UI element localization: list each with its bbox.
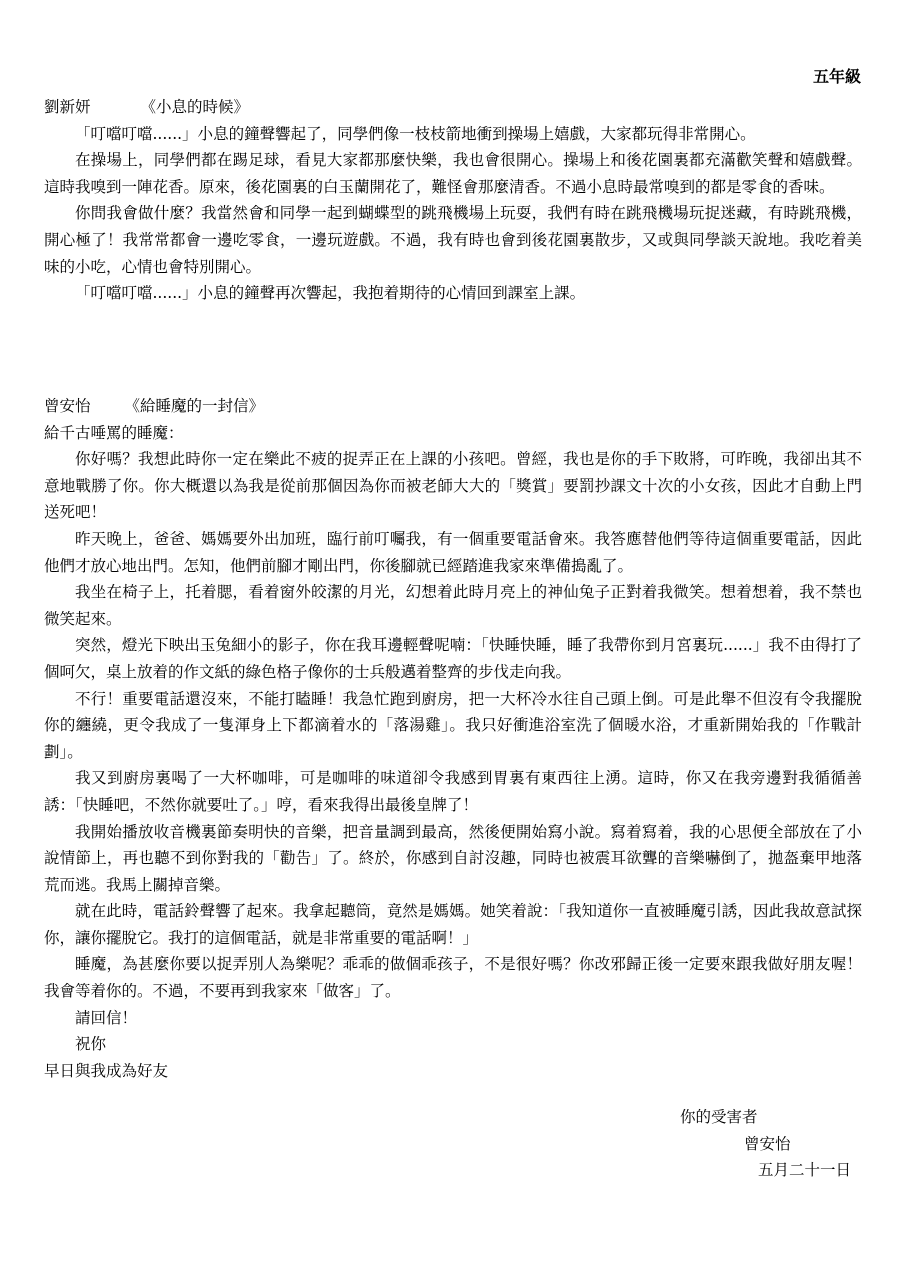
essay-2-paragraph: 昨天晚上，爸爸、媽媽要外出加班，臨行前叮囑我，有一個重要電話會來。我答應替他們等待這個重要電話，因此他們才放心地出門。怎知，他們前腳才剛出門，你後腳就已經踏進我家來準備搗亂了。	[44, 529, 862, 575]
essay-2	[44, 393, 862, 1084]
signature-sender: 你的受害者	[680, 1108, 758, 1126]
essay-2-paragraph: 我開始播放收音機裏節奏明快的音樂，把音量調到最高，然後便開始寫小說。寫着寫着，我的心思便全部放在了小說情節上，再也聽不到你對我的「勸告」了。終於，你感到自討沒趣，同時也被震耳欲聾的音樂嚇倒了，拋盔棄甲地落荒而逃。我馬上關掉音樂。	[44, 822, 862, 894]
grade-label: 五年級	[812, 67, 861, 86]
signature-date: 五月二十一日	[758, 1161, 852, 1180]
essay-1-paragraph: 在操場上，同學們都在踢足球，看見大家都那麼快樂，我也會很開心。操場上和後花園裏都充滿歡笑聲和嬉戲聲。這時我嗅到一陣花香。原來，後花園裏的白玉蘭開花了，難怪會那麼清香。不過小息時最常嗅到的都是零食的香味。	[44, 151, 862, 196]
essay-2-paragraph: 就在此時，電話鈴聲響了起來。我拿起聽筒，竟然是媽媽。她笑着說：「我知道你一直被睡魔引誘，因此我故意試探你，讓你擺脫它。我打的這個電話，就是非常重要的電話啊！」	[44, 902, 862, 947]
essay-2-header	[44, 393, 862, 420]
essay-1-header	[44, 94, 862, 121]
essay-1	[44, 94, 862, 307]
letter-closing-wish-content: 早日與我成為好友	[44, 1061, 169, 1080]
essay-2-title: 《給睡魔的一封信》	[124, 397, 265, 415]
essay-2-paragraph: 我又到廚房裏喝了一大杯咖啡，可是咖啡的味道卻令我感到胃裏有東西往上湧。這時，你又在我旁邊對我循循善誘：「快睡吧，不然你就要吐了。」哼，看來我得出最後皇牌了！	[44, 769, 862, 814]
essay-2-paragraph: 睡魔，為甚麼你要以捉弄別人為樂呢？乖乖的做個乖孩子，不是很好嗎？你改邪歸正後一定要來跟我做好朋友喔！我會等着你的。不過，不要再到我家來「做客」了。	[44, 955, 862, 1001]
essay-2-paragraph: 你好嗎？我想此時你一定在樂此不疲的捉弄正在上課的小孩吧。曾經，我也是你的手下敗將，可昨晚，我卻出其不意地戰勝了你。你大概還以為我是從前那個因為你而被老師大大的「獎賞」要罰抄課文十次的小女孩，因此才自動上門送死吧！	[44, 450, 862, 522]
letter-signature	[680, 1104, 851, 1184]
essay-1-title: 《小息的時候》	[140, 98, 250, 116]
letter-closing-wish: 祝你	[75, 1035, 107, 1054]
signature-name: 曾安怡	[744, 1134, 791, 1153]
essay-2-author: 曾安怡	[44, 397, 91, 415]
letter-salutation: 給千古唾罵的睡魔：	[44, 423, 184, 442]
essay-1-paragraph: 你問我會做什麼？我當然會和同學一起到蝴蝶型的跳飛機場上玩耍，我們有時在跳飛機場玩捉迷藏，有時跳飛機，開心極了！我常常都會一邊吃零食，一邊玩遊戲。不過，我有時也會到後花園裏散步，又或與同學談天說地。我吃着美味的小吃，心情也會特別開心。	[44, 204, 862, 276]
essay-2-paragraph: 突然，燈光下映出玉兔細小的影子，你在我耳邊輕聲呢喃：「快睡快睡，睡了我帶你到月宮裏玩......」我不由得打了個呵欠，桌上放着的作文紙的綠色格子像你的士兵般邁着整齊的步伐走向我。	[44, 636, 862, 681]
essay-2-paragraph: 不行！重要電話還沒來，不能打瞌睡！我急忙跑到廚房，把一大杯冷水往自己頭上倒。可是此舉不但沒有令我擺脫你的纏繞，更令我成了一隻渾身上下都滴着水的「落湯雞」。我只好衝進浴室洗了個暖水浴，才重新開始我的「作戰計劃」。	[44, 689, 862, 761]
essay-1-author: 劉新妍	[44, 98, 91, 116]
essay-2-paragraph: 我坐在椅子上，托着腮，看着窗外皎潔的月光，幻想着此時月亮上的神仙兔子正對着我微笑。想着想着，我不禁也微笑起來。	[44, 583, 862, 628]
letter-closing-reply: 請回信！	[75, 1008, 138, 1027]
essay-1-paragraph: 「叮噹叮噹......」小息的鐘聲再次響起，我抱着期待的心情回到課室上課。	[75, 284, 586, 303]
essay-1-paragraph: 「叮噹叮噹......」小息的鐘聲響起了，同學們像一枝枝箭地衝到操場上嬉戲，大家都玩得非常開心。	[75, 124, 756, 143]
